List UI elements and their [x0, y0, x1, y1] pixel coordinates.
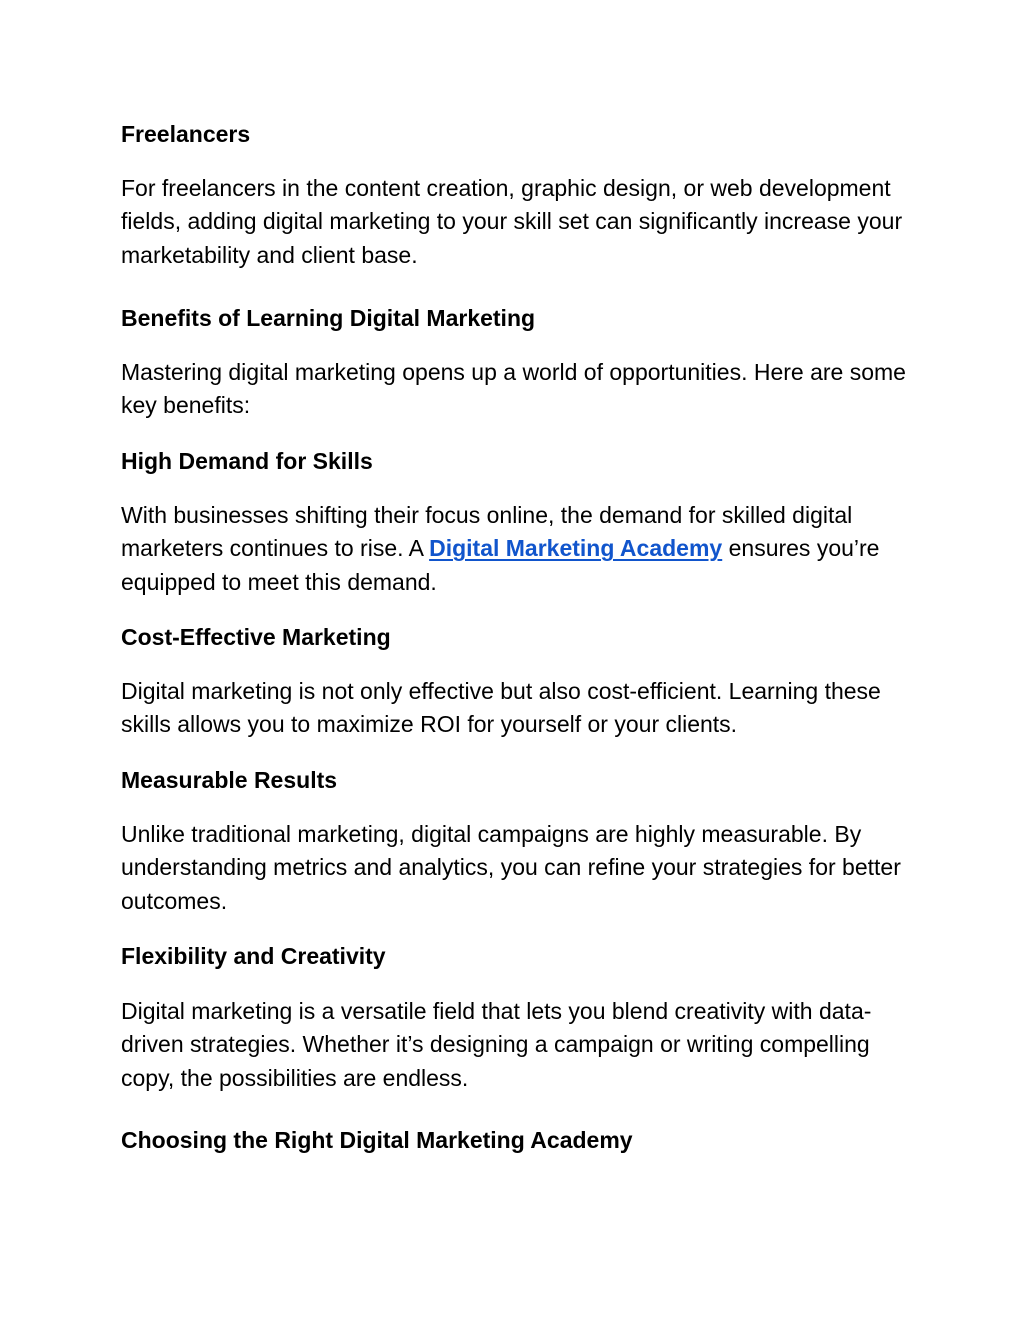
paragraph-cost-effective: Digital marketing is not only effective but also cost-efficient. Learning these skills allows you to maximize ROI for yourself or your clients. [121, 678, 881, 738]
paragraph-flexibility: Digital marketing is a versatile field that lets you blend creativity with data-driven strategies. Whether it’s designing a campaign or writing compelling copy, the possibilities are endless. [121, 998, 872, 1091]
paragraph-benefits: Mastering digital marketing opens up a world of opportunities. Here are some key benefits: [121, 359, 906, 419]
heading-high-demand: High Demand for Skills [121, 448, 373, 474]
digital-marketing-academy-link[interactable]: Digital Marketing Academy [429, 535, 723, 562]
heading-benefits: Benefits of Learning Digital Marketing [121, 305, 536, 331]
paragraph-high-demand [121, 499, 911, 599]
paragraph-measurable-results: Unlike traditional marketing, digital campaigns are highly measurable. By understanding metrics and analytics, you can refine your strategies for better outcomes. [121, 821, 901, 914]
heading-flexibility: Flexibility and Creativity [121, 943, 386, 969]
heading-cost-effective: Cost-Effective Marketing [121, 624, 391, 650]
paragraph-text-before-link: With businesses shifting their focus online, the demand for skilled digital marketers continues to rise. A [121, 502, 853, 562]
paragraph-freelancers: For freelancers in the content creation, graphic design, or web development fields, adding digital marketing to your skill set can significantly increase your marketability and client base. [121, 175, 903, 268]
heading-choosing-academy: Choosing the Right Digital Marketing Academy [121, 1127, 633, 1153]
heading-measurable-results: Measurable Results [121, 767, 338, 793]
heading-freelancers: Freelancers [121, 121, 251, 147]
paragraph-text-after-link: ensures you’re equipped to meet this demand. [121, 535, 880, 595]
